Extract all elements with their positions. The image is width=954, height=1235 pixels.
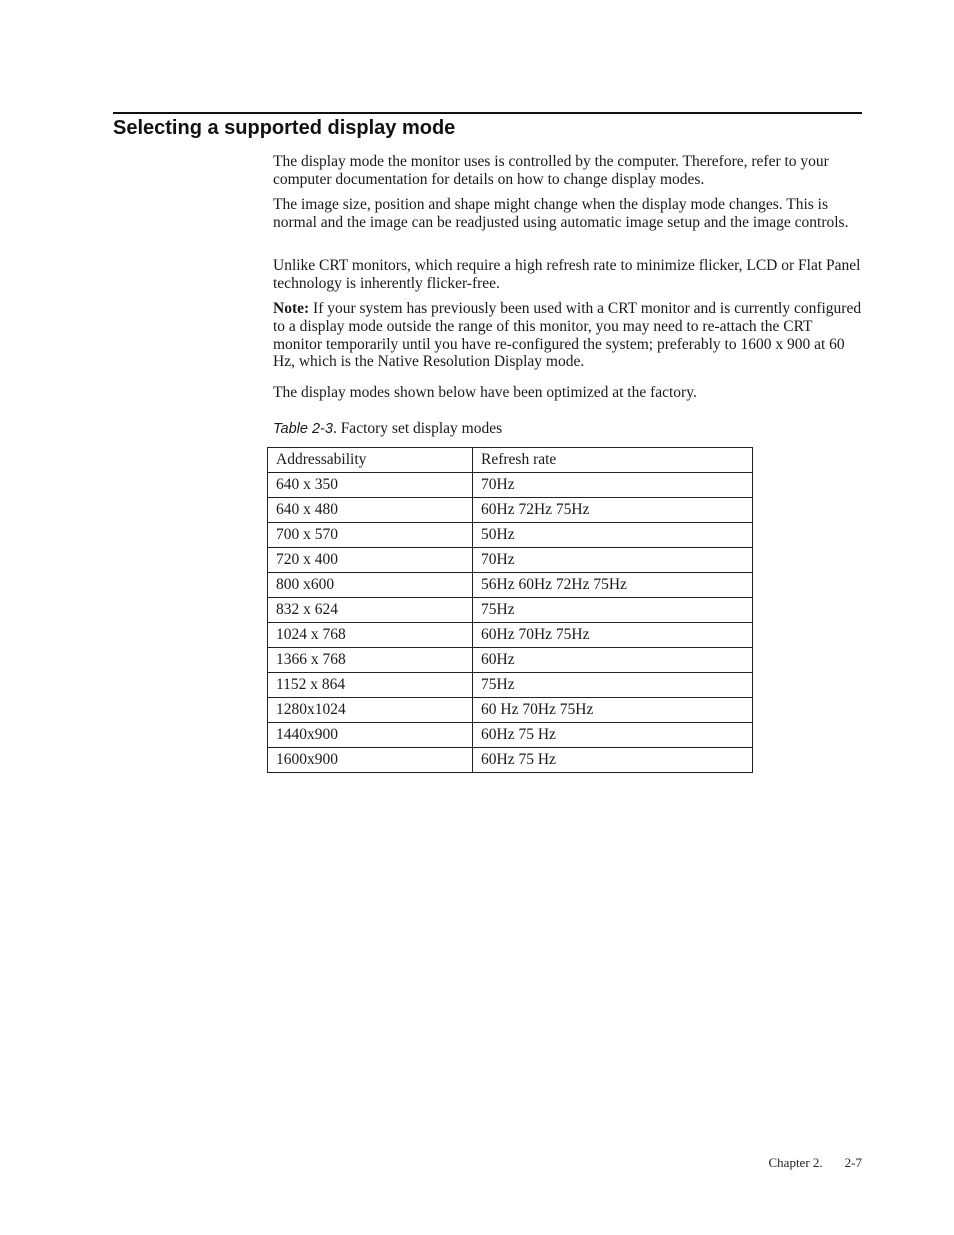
table-row: [268, 623, 753, 648]
refresh-rate-cell: 60Hz 75 Hz: [473, 723, 753, 748]
addressability-cell: 1024 x 768: [268, 623, 473, 648]
flicker-paragraph: Unlike CRT monitors, which require a high refresh rate to minimize flicker, LCD or Flat Panel technology is inherently flicker-free.: [273, 257, 861, 292]
table-row: [268, 648, 753, 673]
refresh-rate-cell: 56Hz 60Hz 72Hz 75Hz: [473, 573, 753, 598]
heading-rule: [113, 112, 862, 114]
addressability-cell: 1280x1024: [268, 698, 473, 723]
footer-chapter: Chapter 2.: [768, 1155, 823, 1170]
optimized-paragraph: The display modes shown below have been optimized at the factory.: [273, 384, 697, 401]
table-row: [268, 498, 753, 523]
addressability-cell: 640 x 480: [268, 498, 473, 523]
table-row: [268, 473, 753, 498]
table-row: [268, 548, 753, 573]
image-size-paragraph: The image size, position and shape might change when the display mode changes. This is normal and the image can be readjusted using automatic image setup and the image controls.: [273, 196, 849, 231]
table-row: [268, 723, 753, 748]
display-modes-table: [267, 447, 753, 773]
addressability-cell: 640 x 350: [268, 473, 473, 498]
table-caption-label: Table 2-3: [273, 421, 333, 437]
addressability-cell: 1366 x 768: [268, 648, 473, 673]
refresh-rate-cell: 60 Hz 70Hz 75Hz: [473, 698, 753, 723]
footer-page-number: 2-7: [844, 1155, 862, 1170]
table-row: [268, 698, 753, 723]
section-heading: Selecting a supported display mode: [113, 117, 456, 139]
refresh-rate-cell: 60Hz: [473, 648, 753, 673]
intro-paragraph: The display mode the monitor uses is controlled by the computer. Therefore, refer to your computer documentation for details on how to change display modes.: [273, 153, 829, 188]
table-row: [268, 523, 753, 548]
refresh-rate-cell: 75Hz: [473, 673, 753, 698]
table-row: [268, 573, 753, 598]
table-caption-text: . Factory set display modes: [332, 420, 503, 437]
addressability-cell: 720 x 400: [268, 548, 473, 573]
refresh-rate-header: Refresh rate: [473, 448, 753, 473]
addressability-cell: 832 x 624: [268, 598, 473, 623]
refresh-rate-cell: 50Hz: [473, 523, 753, 548]
refresh-rate-cell: 70Hz: [473, 473, 753, 498]
note-text: If your system has previously been used with a CRT monitor and is currently configured to a display mode outside the range of this monitor, you may need to re-attach the CRT monitor temporarily until you have re-configured the system; preferably to 1600 x 900 at 60 Hz, which is the Native Resolution Display mode.: [273, 300, 862, 371]
addressability-cell: 1600x900: [268, 748, 473, 773]
note-paragraph: [273, 300, 863, 371]
table-row: [268, 748, 753, 773]
table-header-row: [268, 448, 753, 473]
addressability-cell: 700 x 570: [268, 523, 473, 548]
note-label: Note:: [273, 300, 310, 317]
refresh-rate-cell: 60Hz 72Hz 75Hz: [473, 498, 753, 523]
table-caption: [273, 420, 502, 438]
refresh-rate-cell: 75Hz: [473, 598, 753, 623]
addressability-header: Addressability: [268, 448, 473, 473]
addressability-cell: 1152 x 864: [268, 673, 473, 698]
page-footer: [769, 1155, 863, 1171]
refresh-rate-cell: 60Hz 75 Hz: [473, 748, 753, 773]
table-row: [268, 598, 753, 623]
addressability-cell: 800 x600: [268, 573, 473, 598]
table-row: [268, 673, 753, 698]
addressability-cell: 1440x900: [268, 723, 473, 748]
refresh-rate-cell: 60Hz 70Hz 75Hz: [473, 623, 753, 648]
refresh-rate-cell: 70Hz: [473, 548, 753, 573]
